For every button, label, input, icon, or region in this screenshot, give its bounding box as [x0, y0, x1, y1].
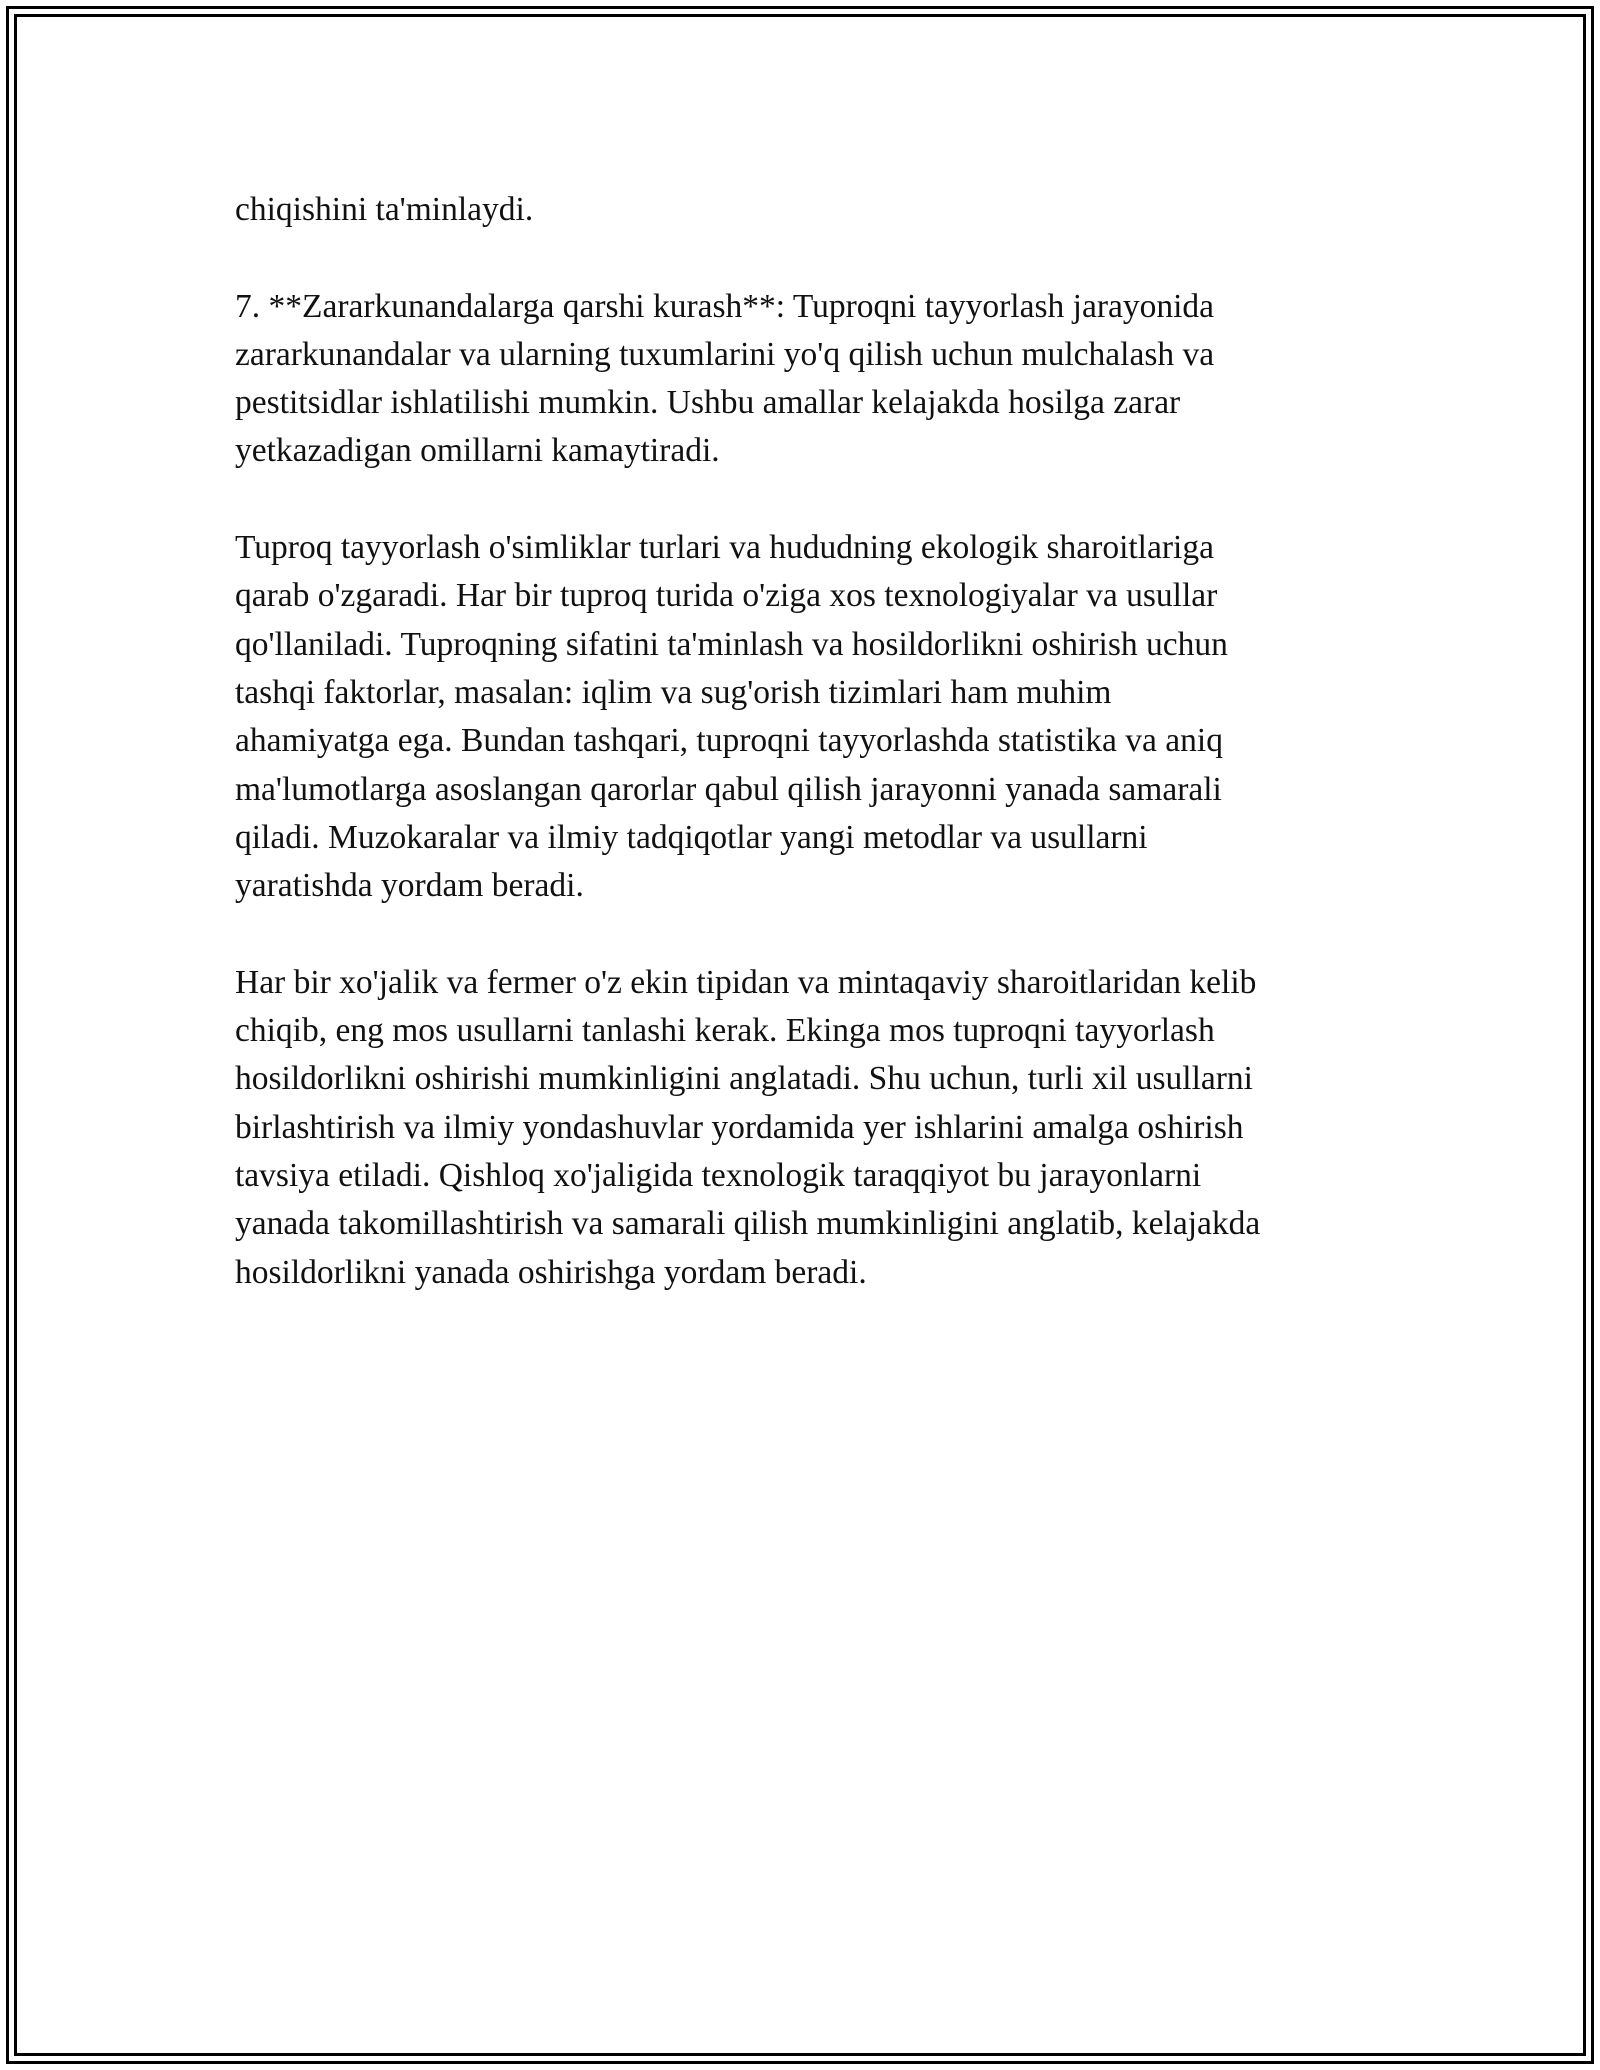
text-line: ma'lumotlarga asoslangan qarorlar qabul qilish jarayonni yanada samarali: [235, 770, 1222, 808]
text-line: tavsiya etiladi. Qishloq xo'jaligida texnologik taraqqiyot bu jarayonlarni: [235, 1156, 1202, 1194]
text-line: chiqib, eng mos usullarni tanlashi kerak. Ekinga mos tuproqni tayyorlash: [235, 1012, 1215, 1050]
text-line: qo'llaniladi. Tuproqning sifatini ta'minlash va hosildorlikni oshirish uchun: [235, 625, 1228, 663]
text-line: tashqi faktorlar, masalan: iqlim va sug'orish tizimlari ham muhim: [235, 673, 1112, 711]
paragraph-soil-preparation: [235, 524, 1385, 910]
text-line: yetkazadigan omillarni kamaytiradi.: [235, 432, 720, 470]
paragraph-farmer-recommendations: [235, 959, 1385, 1297]
text-line: ahamiyatga ega. Bundan tashqari, tuproqni tayyorlashda statistika va aniq: [235, 722, 1223, 760]
text-line: birlashtirish va ilmiy yondashuvlar yordamida yer ishlarini amalga oshirish: [235, 1108, 1244, 1146]
text-line: yanada takomillashtirish va samarali qilish mumkinligini anglatib, kelajakda: [235, 1205, 1261, 1243]
text-line: qarab o'zgaradi. Har bir tuproq turida o'ziga xos texnologiyalar va usullar: [235, 577, 1218, 615]
paragraph-continuation: [235, 186, 1385, 234]
text-line: qiladi. Muzokaralar va ilmiy tadqiqotlar yangi metodlar va usullarni: [235, 818, 1148, 856]
text-line: zararkunandalar va ularning tuxumlarini yo'q qilish uchun mulchalash va: [235, 335, 1215, 373]
text-line: chiqishini ta'minlaydi.: [235, 191, 534, 228]
text-line: hosildorlikni yanada oshirishga yordam beradi.: [235, 1253, 867, 1291]
text-line: Tuproq tayyorlash o'simliklar turlari va hududning ekologik sharoitlariga: [235, 529, 1214, 567]
document-body: [235, 186, 1385, 1345]
text-line: pestitsidlar ishlatilishi mumkin. Ushbu amallar kelajakda hosilga zarar: [235, 384, 1181, 422]
text-line: yaratishda yordam beradi.: [235, 867, 584, 905]
paragraph-pest-control: [235, 283, 1385, 476]
text-line: Har bir xo'jalik va fermer o'z ekin tipidan va mintaqaviy sharoitlaridan kelib: [235, 963, 1257, 1001]
text-line: 7. **Zararkunandalarga qarshi kurash**: Tuproqni tayyorlash jarayonida: [235, 287, 1215, 325]
text-line: hosildorlikni oshirishi mumkinligini anglatadi. Shu uchun, turli xil usullarni: [235, 1060, 1253, 1098]
